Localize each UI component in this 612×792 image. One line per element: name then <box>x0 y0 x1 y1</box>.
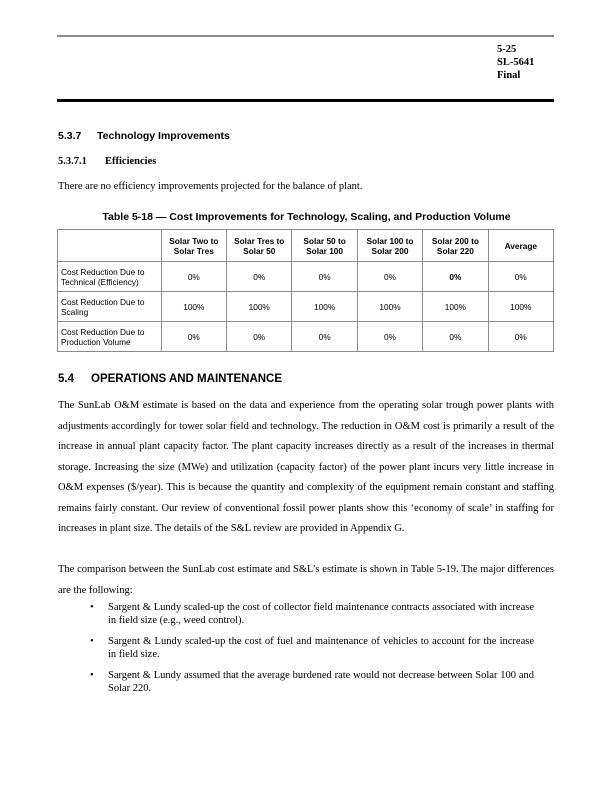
list-item <box>58 602 534 627</box>
column-header: Solar 200 to Solar 220 <box>423 230 488 262</box>
section-title: Technology Improvements <box>97 130 230 142</box>
list-item-text: Sargent & Lundy assumed that the average burdened rate would not decrease between Solar 100 and Solar 220. <box>108 670 534 694</box>
list-item-text: Sargent & Lundy scaled-up the cost of collector field maintenance contracts associated with increase in field size (e.g., weed control). <box>108 602 534 626</box>
document-id: SL-5641 <box>497 57 535 68</box>
section-heading-5-4 <box>58 373 282 385</box>
page-number: 5-25 <box>497 44 517 55</box>
column-header: Average <box>488 230 553 262</box>
comparison-paragraph: The comparison between the SunLab cost estimate and S&L’s estimate is shown in Table 5-19. The major differences are the following: <box>58 564 554 596</box>
om-paragraph: The SunLab O&M estimate is based on the data and experience from the operating solar trough power plants with adjustments accordingly for tower solar field and technology. The reduction in O&M cost is primarily a result of the increase in annual plant capacity factor. The plant capacity increases directly as a result of the increases in thermal storage. Increasing the size (MWe) and utilization (capacity factor) of the power plant incurs very little increase in O&M expenses ($/year). This is because the quantity and complexity of the equipment remain constant and staffing remains fairly constant. Our review of conventional fossil power plants show this ‘economy of scale’ in staffing for increases in plant size. The details of the S&L review are provided in Appendix G. <box>58 400 554 534</box>
column-header: Solar Tres to Solar 50 <box>227 230 292 262</box>
header-rule-bottom <box>57 99 554 102</box>
document-status: Final <box>497 70 521 81</box>
table-cell: 100% <box>488 292 553 322</box>
table-cell: 0% <box>292 262 357 292</box>
differences-list <box>58 602 534 704</box>
section-heading-5-3-7 <box>58 130 230 142</box>
column-header <box>58 230 162 262</box>
header-rule-top <box>57 35 554 37</box>
table-cell: 0% <box>488 322 553 352</box>
table-cell: 0% <box>423 322 488 352</box>
efficiencies-paragraph: There are no efficiency improvements projected for the balance of plant. <box>58 181 363 192</box>
table-cell: 0% <box>488 262 553 292</box>
table-row <box>58 292 554 322</box>
table-cell: 0% <box>161 262 226 292</box>
list-item-text: Sargent & Lundy scaled-up the cost of fuel and maintenance of vehicles to account for the increase in field size. <box>108 636 534 660</box>
column-header: Solar 50 to Solar 100 <box>292 230 357 262</box>
table-cell: 0% <box>423 262 488 292</box>
section-title: OPERATIONS AND MAINTENANCE <box>91 373 283 385</box>
list-item <box>58 670 534 695</box>
table-cell: 0% <box>227 262 292 292</box>
section-number: 5.3.7.1 <box>58 156 87 167</box>
list-item <box>58 636 534 661</box>
row-label: Cost Reduction Due to Technical (Efficiency) <box>58 262 162 292</box>
table-cell: 100% <box>357 292 422 322</box>
page-header <box>497 43 534 82</box>
section-heading-5-3-7-1 <box>58 156 156 167</box>
section-title: Efficiencies <box>105 156 157 167</box>
section-number: 5.3.7 <box>58 130 82 142</box>
table-cell: 0% <box>357 262 422 292</box>
row-label: Cost Reduction Due to Production Volume <box>58 322 162 352</box>
table-cell: 100% <box>161 292 226 322</box>
table-header-row <box>58 230 554 262</box>
table-cell: 100% <box>292 292 357 322</box>
bullet-icon: • <box>90 636 94 647</box>
bullet-icon: • <box>90 602 94 613</box>
row-label: Cost Reduction Due to Scaling <box>58 292 162 322</box>
table-cell: 0% <box>227 322 292 352</box>
table-row <box>58 322 554 352</box>
column-header: Solar Two to Solar Tres <box>161 230 226 262</box>
table-cell: 100% <box>227 292 292 322</box>
table-row <box>58 262 554 292</box>
table-cell: 0% <box>292 322 357 352</box>
table-cell: 0% <box>357 322 422 352</box>
cost-improvements-table <box>57 229 554 352</box>
table-cell: 100% <box>423 292 488 322</box>
column-header: Solar 100 to Solar 200 <box>357 230 422 262</box>
table-caption: Table 5-18 — Cost Improvements for Technology, Scaling, and Production Volume <box>102 211 511 223</box>
section-number: 5.4 <box>58 373 74 385</box>
bullet-icon: • <box>90 670 94 681</box>
table-cell: 0% <box>161 322 226 352</box>
